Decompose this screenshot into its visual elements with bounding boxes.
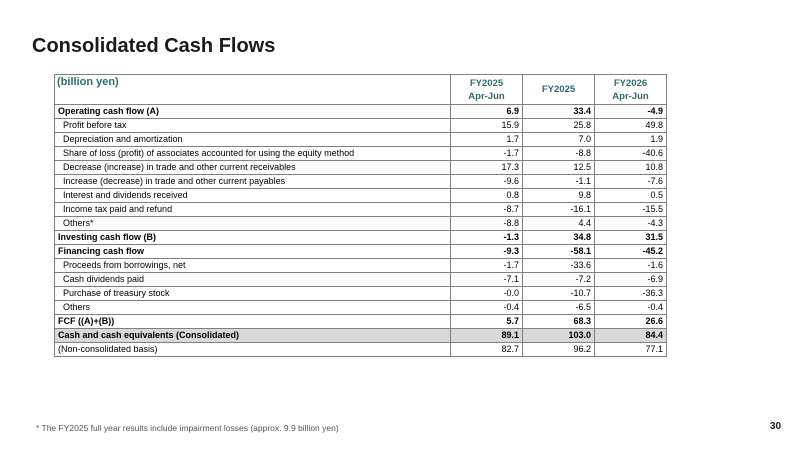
row-label: Cash and cash equivalents (Consolidated) bbox=[55, 329, 451, 343]
page-title: Consolidated Cash Flows bbox=[32, 35, 276, 57]
row-value: 103.0 bbox=[523, 329, 595, 343]
cash-flow-table-container bbox=[54, 74, 667, 357]
row-label: FCF ((A)+(B)) bbox=[55, 315, 451, 329]
row-label: Proceeds from borrowings, net bbox=[55, 259, 451, 273]
row-label: Increase (decrease) in trade and other current payables bbox=[55, 175, 451, 189]
row-value: -15.5 bbox=[595, 203, 667, 217]
row-value: -7.2 bbox=[523, 273, 595, 287]
row-value: 0.8 bbox=[451, 189, 523, 203]
row-value: -36.3 bbox=[595, 287, 667, 301]
row-value: 15.9 bbox=[451, 119, 523, 133]
row-value: 34.8 bbox=[523, 231, 595, 245]
table-row bbox=[55, 133, 667, 147]
table-row bbox=[55, 301, 667, 315]
row-value: -8.8 bbox=[523, 147, 595, 161]
row-value: -6.5 bbox=[523, 301, 595, 315]
table-row bbox=[55, 147, 667, 161]
table-row bbox=[55, 105, 667, 119]
row-value: 33.4 bbox=[523, 105, 595, 119]
page-number: 30 bbox=[770, 421, 782, 432]
row-label: Interest and dividends received bbox=[55, 189, 451, 203]
footnote: * The FY2025 full year results include impairment losses (approx. 9.9 billion yen) bbox=[36, 423, 339, 433]
table-row bbox=[55, 343, 667, 357]
table-row bbox=[55, 329, 667, 343]
row-label: Others* bbox=[55, 217, 451, 231]
row-value: 1.7 bbox=[451, 133, 523, 147]
row-value: -1.7 bbox=[451, 259, 523, 273]
column-header-line2: Apr-Jun bbox=[612, 90, 649, 102]
row-value: -1.7 bbox=[451, 147, 523, 161]
row-value: -8.8 bbox=[451, 217, 523, 231]
row-label: (Non-consolidated basis) bbox=[55, 343, 451, 357]
row-value: -8.7 bbox=[451, 203, 523, 217]
row-value: -16.1 bbox=[523, 203, 595, 217]
row-value: 84.4 bbox=[595, 329, 667, 343]
row-value: -9.3 bbox=[451, 245, 523, 259]
row-value: 49.8 bbox=[595, 119, 667, 133]
table-row bbox=[55, 203, 667, 217]
row-value: -58.1 bbox=[523, 245, 595, 259]
row-value: -0.0 bbox=[451, 287, 523, 301]
row-value: -7.1 bbox=[451, 273, 523, 287]
row-value: -0.4 bbox=[451, 301, 523, 315]
column-header-fy2025-q1 bbox=[451, 75, 523, 105]
row-label: Others bbox=[55, 301, 451, 315]
row-value: -1.6 bbox=[595, 259, 667, 273]
row-value: -6.9 bbox=[595, 273, 667, 287]
table-row bbox=[55, 259, 667, 273]
row-value: -10.7 bbox=[523, 287, 595, 301]
row-value: 12.5 bbox=[523, 161, 595, 175]
row-value: 31.5 bbox=[595, 231, 667, 245]
row-value: 1.9 bbox=[595, 133, 667, 147]
row-label: Profit before tax bbox=[55, 119, 451, 133]
row-value: -45.2 bbox=[595, 245, 667, 259]
row-value: 77.1 bbox=[595, 343, 667, 357]
row-label: Investing cash flow (B) bbox=[55, 231, 451, 245]
row-value: 89.1 bbox=[451, 329, 523, 343]
column-header-fy2025 bbox=[523, 75, 595, 105]
row-value: 25.8 bbox=[523, 119, 595, 133]
table-row bbox=[55, 315, 667, 329]
table-row bbox=[55, 287, 667, 301]
row-value: -7.6 bbox=[595, 175, 667, 189]
cash-flow-table bbox=[54, 74, 667, 357]
column-header-fy2026-q1 bbox=[595, 75, 667, 105]
table-body bbox=[55, 105, 667, 357]
row-value: -4.9 bbox=[595, 105, 667, 119]
table-row bbox=[55, 217, 667, 231]
table-row bbox=[55, 119, 667, 133]
row-value: 96.2 bbox=[523, 343, 595, 357]
unit-label: (billion yen) bbox=[55, 75, 451, 105]
column-header-line1: FY2026 bbox=[613, 77, 648, 89]
column-header-line2: Apr-Jun bbox=[468, 90, 505, 102]
row-value: 0.5 bbox=[595, 189, 667, 203]
row-value: -33.6 bbox=[523, 259, 595, 273]
row-value: -4.3 bbox=[595, 217, 667, 231]
row-label: Income tax paid and refund bbox=[55, 203, 451, 217]
row-value: 10.8 bbox=[595, 161, 667, 175]
row-value: -1.3 bbox=[451, 231, 523, 245]
row-value: 82.7 bbox=[451, 343, 523, 357]
row-value: 7.0 bbox=[523, 133, 595, 147]
table-row bbox=[55, 189, 667, 203]
row-value: -1.1 bbox=[523, 175, 595, 189]
column-header-line1: FY2025 bbox=[469, 77, 504, 89]
row-label: Operating cash flow (A) bbox=[55, 105, 451, 119]
row-label: Financing cash flow bbox=[55, 245, 451, 259]
row-label: Cash dividends paid bbox=[55, 273, 451, 287]
row-value: 17.3 bbox=[451, 161, 523, 175]
row-value: -40.6 bbox=[595, 147, 667, 161]
row-label: Share of loss (profit) of associates accounted for using the equity method bbox=[55, 147, 451, 161]
row-value: 4.4 bbox=[523, 217, 595, 231]
table-row bbox=[55, 245, 667, 259]
table-row bbox=[55, 175, 667, 189]
row-value: 26.6 bbox=[595, 315, 667, 329]
row-value: 6.9 bbox=[451, 105, 523, 119]
row-label: Depreciation and amortization bbox=[55, 133, 451, 147]
column-header-line1: FY2025 bbox=[541, 84, 576, 95]
row-label: Decrease (increase) in trade and other current receivables bbox=[55, 161, 451, 175]
table-header-row bbox=[55, 75, 667, 105]
row-value: 68.3 bbox=[523, 315, 595, 329]
row-value: -9.6 bbox=[451, 175, 523, 189]
row-value: 9.8 bbox=[523, 189, 595, 203]
table-row bbox=[55, 273, 667, 287]
table-row bbox=[55, 231, 667, 245]
row-value: -0.4 bbox=[595, 301, 667, 315]
row-label: Purchase of treasury stock bbox=[55, 287, 451, 301]
table-row bbox=[55, 161, 667, 175]
row-value: 5.7 bbox=[451, 315, 523, 329]
